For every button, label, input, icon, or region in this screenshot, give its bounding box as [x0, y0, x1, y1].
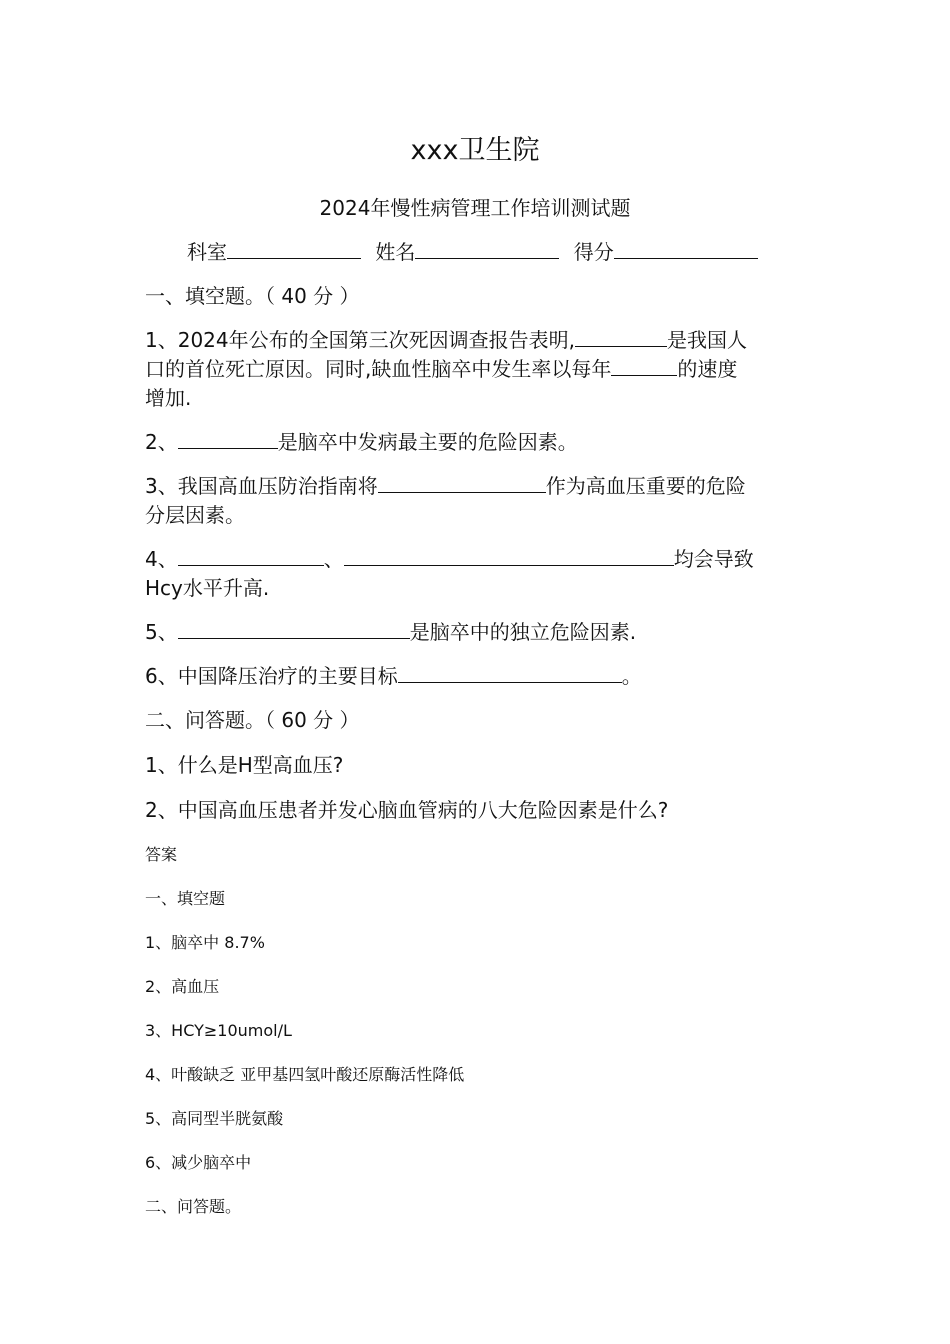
essay-question-1: 1、什么是H型高血压?: [145, 753, 344, 777]
q1-blank-2[interactable]: [611, 374, 677, 376]
answer-item: 5、高同型半胱氨酸: [145, 1109, 284, 1128]
essay-question-2: 2、中国高血压患者并发心脑血管病的八大危险因素是什么?: [145, 798, 669, 822]
q4-text-a: 4、: [145, 547, 178, 571]
answer-item: 1、脑卒中 8.7%: [145, 933, 265, 952]
info-row: [187, 236, 766, 265]
question-4: [145, 545, 805, 603]
answer-item: 6、减少脑卒中: [145, 1153, 252, 1172]
name-field: [375, 236, 559, 265]
q4-text-d: Hcy水平升高.: [145, 576, 270, 600]
section1-heading: 一、填空题。（ 40 分 ）: [145, 284, 360, 308]
q4-blank-2[interactable]: [344, 564, 674, 566]
q1-text-b: 是我国人: [666, 328, 747, 352]
question-1: [145, 326, 805, 413]
department-blank[interactable]: [227, 257, 361, 259]
q4-text-c: 均会导致: [673, 547, 754, 571]
q2-text-b: 是脑卒中发病最主要的危险因素。: [277, 430, 578, 454]
name-label: 姓名: [375, 240, 416, 264]
question-5: [145, 618, 805, 647]
q3-blank[interactable]: [378, 491, 546, 493]
q4-blank-1[interactable]: [178, 564, 324, 566]
score-field: [574, 236, 758, 265]
document-title: xxx卫生院: [410, 135, 540, 166]
answers-part2-heading: 二、问答题。: [145, 1197, 242, 1216]
q6-blank[interactable]: [398, 681, 622, 683]
document-subtitle: 2024年慢性病管理工作培训测试题: [319, 196, 631, 220]
q2-blank[interactable]: [178, 447, 278, 449]
q1-blank-1[interactable]: [575, 345, 667, 347]
q1-text-c: 口的首位死亡原因。同时,缺血性脑卒中发生率以每年: [145, 357, 612, 381]
answer-item: 2、高血压: [145, 977, 220, 996]
q1-text-d: 的速度: [677, 357, 738, 381]
q3-text-a: 3、我国高血压防治指南将: [145, 474, 378, 498]
name-blank[interactable]: [415, 257, 559, 259]
score-blank[interactable]: [614, 257, 758, 259]
score-label: 得分: [573, 240, 614, 264]
answers-part1-heading: 一、填空题: [145, 889, 226, 908]
q6-text-a: 6、中国降压治疗的主要目标: [145, 664, 398, 688]
q5-text-b: 是脑卒中的独立危险因素.: [409, 620, 637, 644]
department-field: [187, 236, 361, 265]
q2-text-a: 2、: [145, 430, 178, 454]
answer-item: 3、HCY≥10umol/L: [145, 1021, 292, 1040]
answers-heading: 答案: [145, 845, 178, 864]
department-label: 科室: [187, 240, 227, 264]
q3-text-b: 作为高血压重要的危险: [545, 474, 746, 498]
section2-heading: 二、问答题。（ 60 分 ）: [145, 708, 360, 732]
q5-text-a: 5、: [145, 620, 178, 644]
q3-text-c: 分层因素。: [145, 503, 245, 527]
question-2: [145, 428, 805, 457]
question-3: [145, 472, 805, 530]
q1-text-a: 1、2024年公布的全国第三次死因调查报告表明,: [145, 328, 575, 352]
q6-text-b: 。: [621, 664, 642, 688]
q4-text-b: 、: [323, 547, 344, 571]
answer-item: 4、叶酸缺乏 亚甲基四氢叶酸还原酶活性降低: [145, 1065, 465, 1084]
q5-blank[interactable]: [178, 637, 410, 639]
q1-text-e: 增加.: [145, 386, 192, 410]
question-6: [145, 662, 805, 691]
